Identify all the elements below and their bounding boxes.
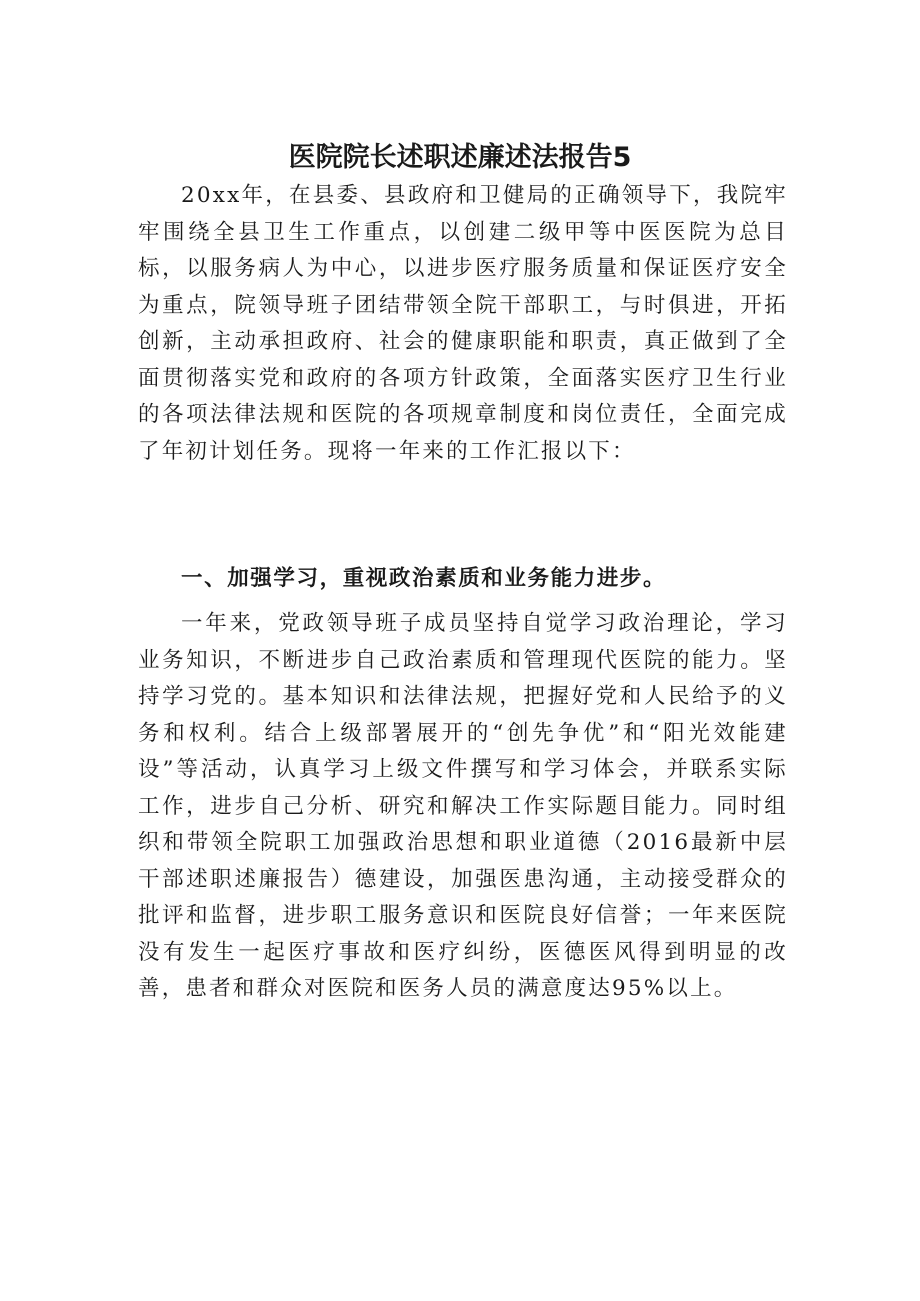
paragraph-1: 20xx年，在县委、县政府和卫健局的正确领导下，我院牢牢围绕全县卫生工作重点，以创建二级甲等中医医院为总目标，以服务病人为中心，以进步医疗服务质量和保证医疗安全为重点，院领导班子团结带领全院干部职工，与时俱进，开拓创新，主动承担政府、社会的健康职能和职责，真正做到了全面贯彻落实党和政府的各项方针政策，全面落实医疗卫生行业的各项法律法规和医院的各项规章制度和岗位责任，全面完成了年初计划任务。现将一年来的工作汇报以下： bbox=[138, 183, 788, 464]
paragraph-block-1 bbox=[138, 178, 788, 470]
paragraph-2: 一年来，党政领导班子成员坚持自觉学习政治理论，学习业务知识，不断进步自己政治素质和管理现代医院的能力。坚持学习党的。基本知识和法律法规，把握好党和人民给予的义务和权利。结合上级部署展开的“创先争优”和“阳光效能建设”等活动，认真学习上级文件撰写和学习体会，并联系实际工作，进步自己分析、研究和解决工作实际题目能力。同时组织和带领全院职工加强政治思想和职业道德（2016最新中层干部述职述廉报告）德建设，加强医患沟通，主动接受群众的批评和监督，进步职工服务意识和医院良好信誉；一年来医院没有发生一起医疗事故和医疗纠纷，医德医风得到明显的改善，患者和群众对医院和医务人员的满意度达95%以上。 bbox=[138, 611, 788, 1001]
section-heading-1: 一、加强学习，重视政治素质和业务能力进步。 bbox=[181, 566, 667, 591]
paragraph-block-2 bbox=[138, 606, 788, 1008]
document-title: 医院院长述职述廉述法报告5 bbox=[288, 142, 632, 174]
